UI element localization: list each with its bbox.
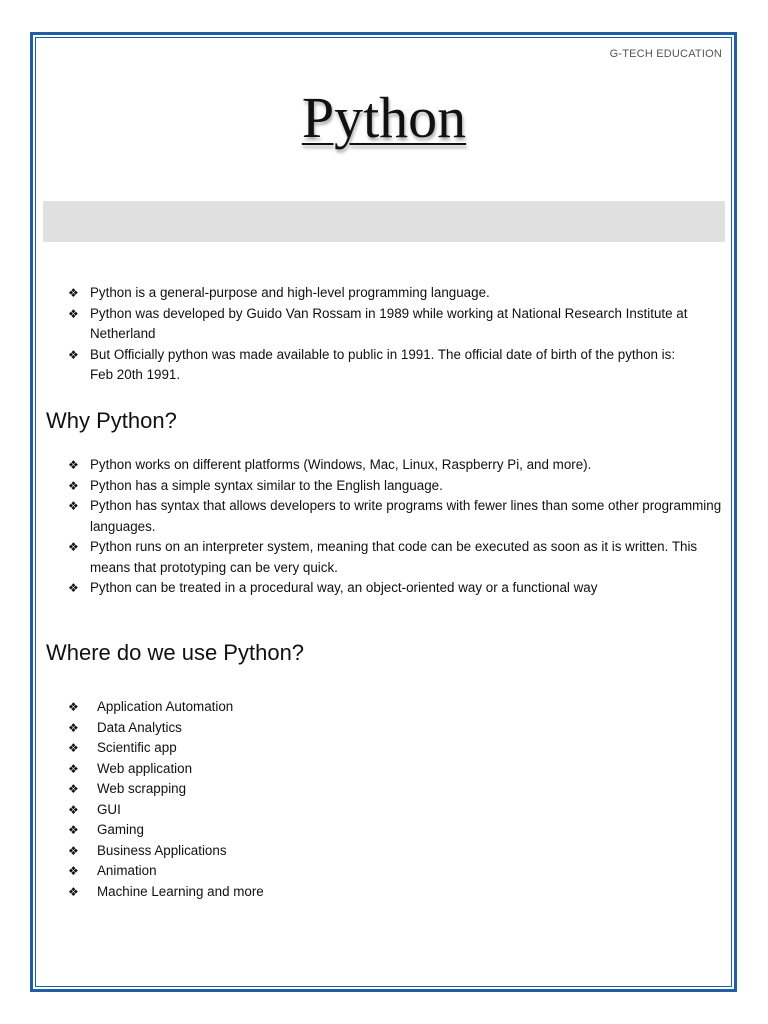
list-item [68, 697, 264, 718]
list-item [68, 718, 264, 739]
list-item [68, 476, 728, 497]
diamond-bullet-icon: ❖ [68, 581, 79, 595]
list-item [68, 496, 728, 537]
list-item [68, 759, 264, 780]
list-item-text: Data Analytics [97, 719, 182, 735]
list-item-text: Python was developed by Guido Van Rossam in 1989 while working at National Research Institute at Netherland [90, 305, 688, 341]
list-item [68, 841, 264, 862]
uses-list [68, 697, 264, 902]
list-item-text: Python has a simple syntax similar to the English language. [90, 477, 443, 493]
diamond-bullet-icon: ❖ [68, 540, 79, 554]
diamond-bullet-icon: ❖ [68, 843, 79, 858]
list-item-text: Python works on different platforms (Windows, Mac, Linux, Raspberry Pi, and more). [90, 457, 592, 472]
list-item-text: Business Applications [97, 842, 227, 858]
list-item [68, 738, 264, 759]
list-item [68, 882, 264, 903]
list-item [68, 304, 700, 345]
why-python-heading: Why Python? [46, 408, 177, 433]
list-item [68, 800, 264, 821]
diamond-bullet-icon: ❖ [68, 782, 79, 796]
list-item [68, 578, 728, 599]
diamond-bullet-icon: ❖ [68, 884, 79, 899]
list-item-text: Animation [97, 863, 157, 878]
diamond-bullet-icon: ❖ [68, 802, 79, 817]
diamond-bullet-icon: ❖ [68, 823, 79, 837]
list-item-text: Python has syntax that allows developers to write programs with fewer lines than some other programming languages. [90, 498, 722, 534]
list-item-text: Application Automation [97, 699, 234, 714]
list-item [68, 345, 700, 386]
why-python-list [68, 455, 728, 599]
list-item [68, 820, 264, 841]
where-python-heading: Where do we use Python? [46, 640, 305, 665]
list-item-text: Gaming [97, 822, 144, 837]
diamond-bullet-icon: ❖ [68, 720, 79, 735]
list-item-text: Python runs on an interpreter system, meaning that code can be executed as soon as it is written. This means that prototyping can be very quick. [90, 539, 698, 575]
diamond-bullet-icon: ❖ [68, 478, 79, 493]
list-item-text: GUI [97, 801, 121, 817]
diamond-bullet-icon: ❖ [68, 864, 79, 878]
list-item-text: Web application [97, 760, 193, 776]
diamond-bullet-icon: ❖ [68, 306, 79, 321]
list-item [68, 537, 728, 578]
intro-list [68, 283, 700, 386]
list-item-text: But Officially python was made available to public in 1991. The official date of birth of the python is: Feb 20th 1991. [90, 346, 676, 382]
diamond-bullet-icon: ❖ [68, 286, 79, 300]
list-item-text: Python can be treated in a procedural way, an object-oriented way or a functional way [90, 580, 598, 595]
list-item-text: Machine Learning and more [97, 883, 264, 899]
list-item-text: Python is a general-purpose and high-level programming language. [90, 285, 490, 300]
diamond-bullet-icon: ❖ [68, 458, 79, 472]
list-item [68, 455, 728, 476]
header-org-name: G-TECH EDUCATION [609, 48, 722, 60]
list-item-text: Scientific app [97, 740, 177, 755]
diamond-bullet-icon: ❖ [68, 741, 79, 755]
list-item-text: Web scrapping [97, 781, 187, 796]
gray-banner [43, 201, 725, 242]
diamond-bullet-icon: ❖ [68, 347, 79, 362]
diamond-bullet-icon: ❖ [68, 700, 79, 714]
document-title: Python [301, 85, 467, 150]
list-item [68, 283, 700, 304]
diamond-bullet-icon: ❖ [68, 499, 79, 513]
list-item [68, 779, 264, 800]
diamond-bullet-icon: ❖ [68, 761, 79, 776]
list-item [68, 861, 264, 882]
